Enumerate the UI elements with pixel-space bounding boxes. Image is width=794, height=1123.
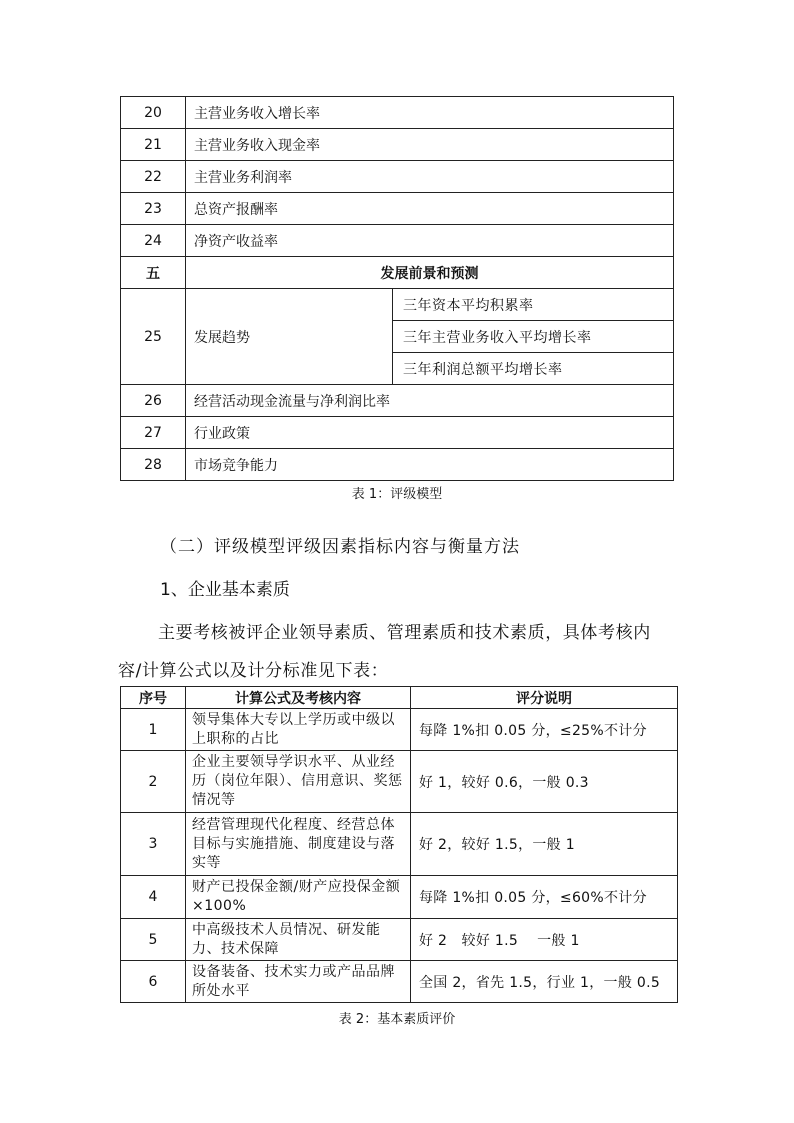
table-row	[121, 97, 674, 129]
row-label: 净资产收益率	[186, 225, 674, 257]
row-score: 好 2，较好 1.5，一般 1	[411, 813, 678, 876]
row-score: 每降 1%扣 0.05 分，≤60%不计分	[411, 876, 678, 919]
table-row	[121, 225, 674, 257]
table-row	[121, 961, 678, 1003]
section-heading: （二）评级模型评级因素指标内容与衡量方法	[160, 537, 520, 557]
sub-indicator: 三年资本平均积累率	[393, 289, 674, 321]
table-row	[121, 813, 678, 876]
table-row	[121, 161, 674, 193]
section-number: 五	[121, 257, 186, 289]
row-label: 主营业务利润率	[186, 161, 674, 193]
sub-indicator: 三年主营业务收入平均增长率	[393, 321, 674, 353]
row-label: 主营业务收入现金率	[186, 129, 674, 161]
table-row	[121, 751, 678, 813]
table-row	[121, 709, 678, 751]
row-score: 每降 1%扣 0.05 分，≤25%不计分	[411, 709, 678, 751]
table-row	[121, 385, 674, 417]
row-label: 经营活动现金流量与净利润比率	[186, 385, 674, 417]
table-row	[121, 449, 674, 481]
row-number: 23	[121, 193, 186, 225]
table1-caption: 表 1：评级模型	[351, 487, 443, 502]
row-number: 3	[121, 813, 186, 876]
row-number: 4	[121, 876, 186, 919]
row-number: 6	[121, 961, 186, 1003]
sub-heading: 1、企业基本素质	[160, 580, 290, 600]
row-number: 2	[121, 751, 186, 813]
row-label: 发展趋势	[186, 289, 393, 385]
basic-quality-table	[120, 686, 678, 1003]
row-number: 1	[121, 709, 186, 751]
row-content: 财产已投保金额/财产应投保金额×100%	[186, 876, 411, 919]
table-row	[121, 919, 678, 961]
row-content: 企业主要领导学识水平、从业经历（岗位年限）、信用意识、奖惩情况等	[186, 751, 411, 813]
evaluation-model-table	[120, 96, 674, 481]
table2-caption: 表 2：基本素质评价	[338, 1012, 456, 1027]
row-number: 27	[121, 417, 186, 449]
paragraph-line-1: 主要考核被评企业领导素质、管理素质和技术素质，具体考核内	[158, 623, 651, 643]
row-number: 21	[121, 129, 186, 161]
section-row	[121, 257, 674, 289]
row-number: 22	[121, 161, 186, 193]
table-row	[121, 289, 674, 321]
paragraph-line-2: 容/计算公式以及计分标准见下表：	[118, 661, 389, 681]
header-number: 序号	[121, 687, 186, 709]
header-score: 评分说明	[411, 687, 678, 709]
row-number: 25	[121, 289, 186, 385]
section-label: 发展前景和预测	[186, 257, 674, 289]
header-content: 计算公式及考核内容	[186, 687, 411, 709]
table-header-row	[121, 687, 678, 709]
row-score: 好 1，较好 0.6，一般 0.3	[411, 751, 678, 813]
row-content: 中高级技术人员情况、研发能力、技术保障	[186, 919, 411, 961]
row-number: 26	[121, 385, 186, 417]
row-number: 5	[121, 919, 186, 961]
row-number: 24	[121, 225, 186, 257]
table-row	[121, 876, 678, 919]
row-label: 总资产报酬率	[186, 193, 674, 225]
table-row	[121, 129, 674, 161]
row-content: 领导集体大专以上学历或中级以上职称的占比	[186, 709, 411, 751]
table-row	[121, 193, 674, 225]
row-content: 经营管理现代化程度、经营总体目标与实施措施、制度建设与落实等	[186, 813, 411, 876]
row-label: 主营业务收入增长率	[186, 97, 674, 129]
row-number: 28	[121, 449, 186, 481]
row-content: 设备装备、技术实力或产品品牌所处水平	[186, 961, 411, 1003]
row-score: 全国 2，省先 1.5，行业 1，一般 0.5	[411, 961, 678, 1003]
row-label: 行业政策	[186, 417, 674, 449]
sub-indicator: 三年利润总额平均增长率	[393, 353, 674, 385]
row-label: 市场竞争能力	[186, 449, 674, 481]
row-number: 20	[121, 97, 186, 129]
row-score: 好 2 较好 1.5 一般 1	[411, 919, 678, 961]
table-row	[121, 417, 674, 449]
